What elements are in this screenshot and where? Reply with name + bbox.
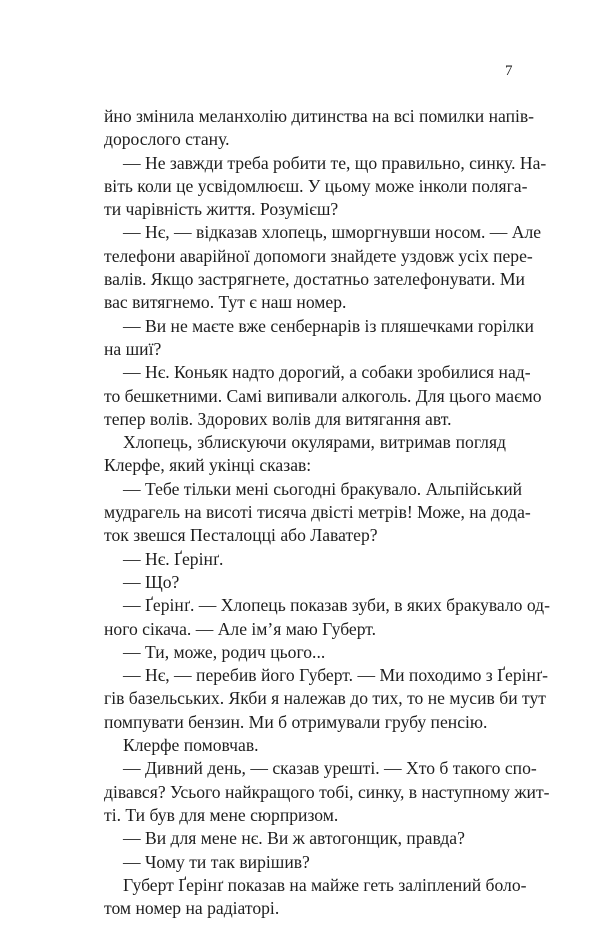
text-line: валів. Якщо застрягнете, достатньо зателефонувати. Ми (104, 269, 525, 290)
text-line: дорослого стану. (104, 129, 230, 150)
text-line: телефони аварійної допомоги знайдете уздовж усіх пере- (104, 245, 533, 266)
text-line: — Нє. Коньяк надто дорогий, а собаки зробилися над- (123, 362, 531, 383)
text-line: — Не завжди треба робити те, що правильно, синку. На- (123, 152, 547, 173)
text-line: тепер волів. Здорових волів для витягання авт. (104, 408, 452, 429)
text-line: ти чарівність життя. Розумієш? (104, 199, 339, 220)
page-number: 7 (505, 63, 513, 79)
text-line: помпувати бензин. Ми б отримували грубу пенсію. (104, 711, 488, 732)
text-line: — Нє, — відказав хлопець, шморгнувши носом. — Але (123, 222, 542, 243)
text-line: Губерт Ґерінґ показав на майже геть заліплений боло- (123, 874, 527, 895)
text-line: — Нє, — перебив його Губерт. — Ми походимо з Ґерінґ- (123, 665, 548, 686)
text-line: — Ґерінґ. — Хлопець показав зуби, в яких бракувало од- (123, 595, 550, 616)
text-line: то бешкетними. Самі випивали алкоголь. Для цього маємо (104, 385, 542, 406)
body-text (104, 105, 550, 920)
text-line: ток звешся Песталоцці або Лаватер? (104, 525, 378, 546)
text-line: — Ти, може, родич цього... (123, 641, 326, 662)
text-line: віть коли це усвідомлюєш. У цьому може інколи полягa- (104, 175, 528, 196)
text-line: йно змінила меланхолію дитинства на всі помилки напів- (104, 106, 535, 126)
text-line: ті. Ти був для мене сюрпризом. (104, 804, 339, 825)
text-line: дівався? Усього найкращого тобі, синку, в наступному жит- (104, 781, 550, 802)
text-line: мудрагель на висоті тисяча двісті метрів! Може, на додa- (104, 502, 531, 523)
text-line: гів базельських. Якби я належав до тих, то не мусив би тут (104, 688, 546, 709)
text-line: — Ви для мене нє. Ви ж автогонщик, правда? (123, 828, 465, 849)
text-line: — Дивний день, — сказав урешті. — Хто б такого спо- (123, 758, 537, 779)
text-line: — Тебе тільки мені сьогодні бракувало. Альпійський (123, 478, 523, 499)
text-line: — Чому ти так вирішив? (123, 851, 310, 872)
text-line: — Нє. Ґерінґ. (123, 548, 224, 569)
text-line: Клерфе помовчав. (123, 735, 259, 756)
text-line: — Що? (123, 571, 180, 592)
text-line: том номер на радіаторі. (104, 898, 280, 919)
text-line: Клерфе, який укінці сказав: (104, 455, 312, 476)
text-line: на шиї? (104, 338, 162, 359)
text-line: вас витягнемо. Тут є наш номер. (104, 292, 347, 313)
text-line: Хлопець, зблискуючи окулярами, витримав погляд (123, 432, 506, 453)
text-line: ного сікача. — Але ім’я маю Губерт. (104, 618, 377, 639)
text-line: — Ви не маєте вже сенбернарів із пляшечками горілки (123, 315, 534, 336)
